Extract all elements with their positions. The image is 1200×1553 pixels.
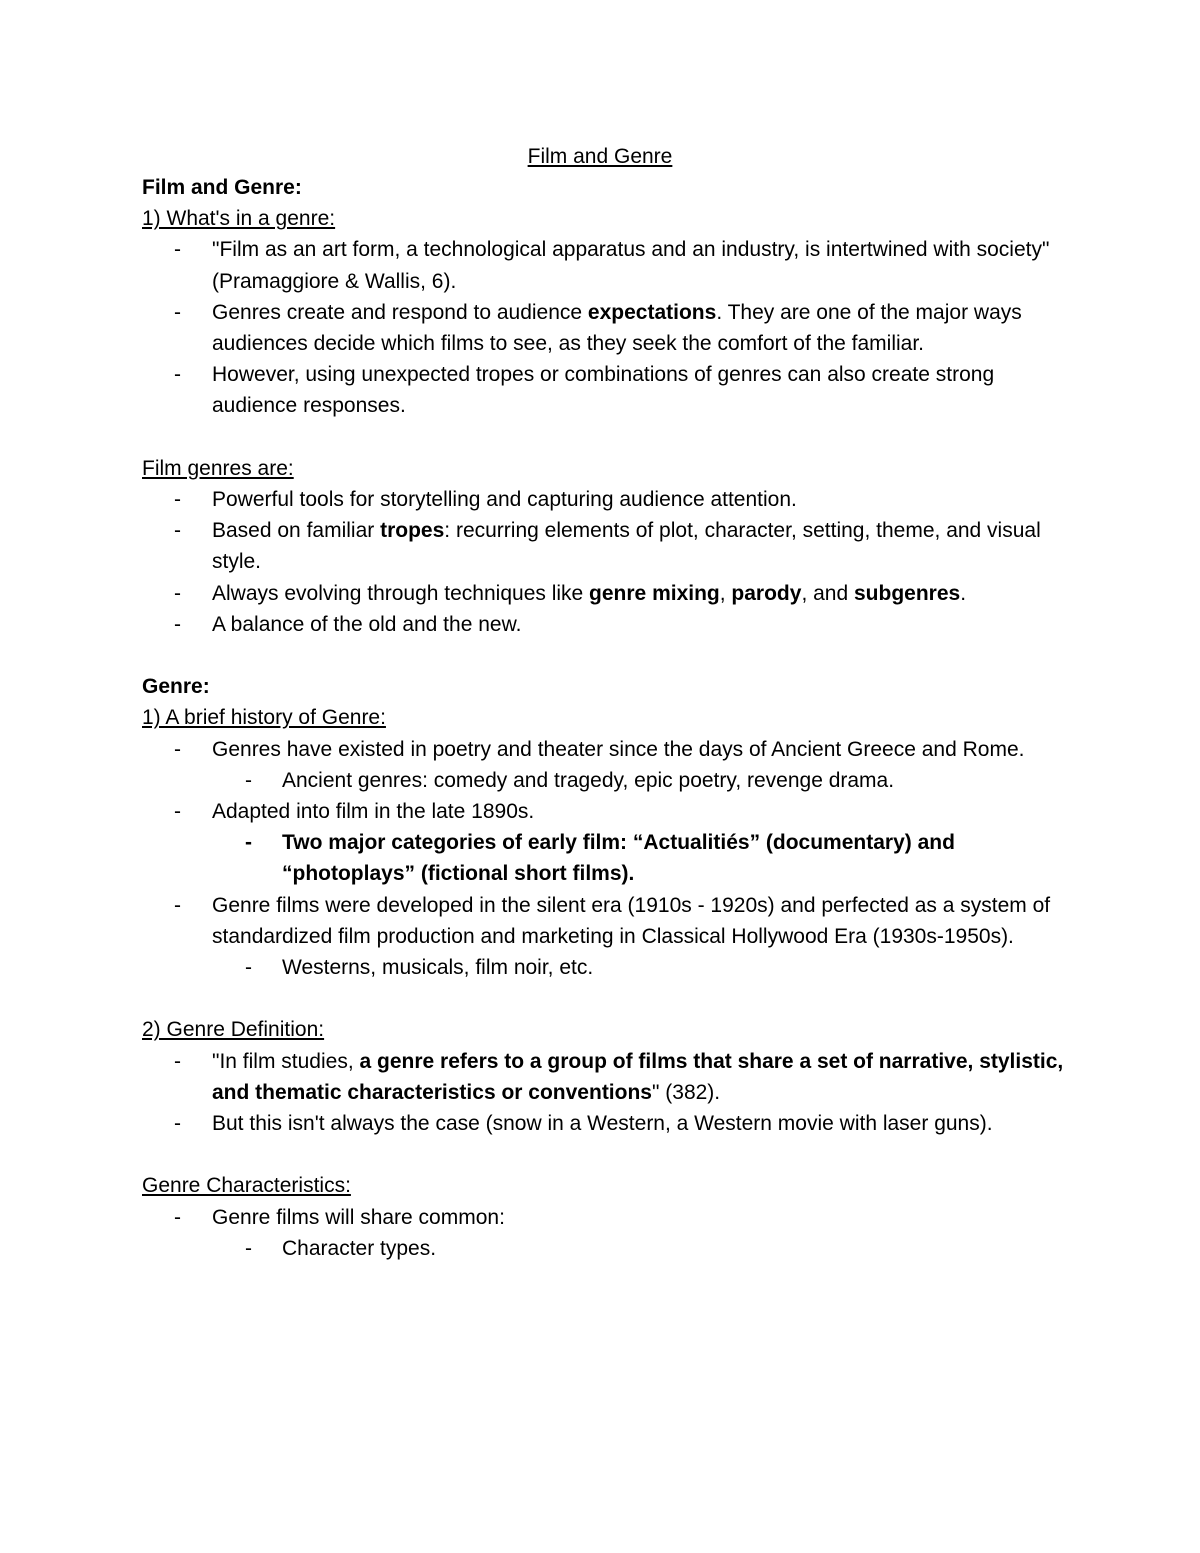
bullet-bold-text: genre mixing — [589, 581, 720, 605]
bullet-bold-text: tropes — [380, 519, 445, 543]
bullet-text: Genre films will share common: — [212, 1205, 505, 1229]
subheading-film-genres-are: Film genres are: — [142, 456, 294, 480]
bullet-dash: - — [174, 238, 181, 262]
bullet-item — [142, 297, 1072, 359]
bullet-item — [142, 234, 1072, 296]
section-heading-genre: Genre: — [142, 675, 210, 699]
bullet-item — [142, 515, 1072, 577]
bullet-bold-text: subgenres — [853, 581, 961, 605]
bullet-bold-text: a genre refers to a group of films that share a set of narrative, stylistic, and thematic characteristics or conventions — [212, 1049, 1064, 1104]
bullet-dash: - — [174, 519, 181, 543]
sub-bullet-item — [142, 827, 1072, 889]
sub-bullet-item — [142, 765, 1072, 796]
bullet-text: Ancient genres: comedy and tragedy, epic poetry, revenge drama. — [282, 768, 895, 792]
bullet-item — [142, 359, 1072, 421]
bullet-item — [142, 609, 1072, 640]
subheading-brief-history: 1) A brief history of Genre: — [142, 706, 386, 730]
bullet-text: Adapted into film in the late 1890s. — [212, 800, 535, 824]
bullet-dash: - — [174, 1049, 181, 1073]
bullet-text: : recurring elements of plot, character, setting, theme, and visual style. — [212, 519, 1041, 574]
bullet-item — [142, 1108, 1072, 1139]
bullet-text: Westerns, musicals, film noir, etc. — [282, 956, 594, 980]
bullet-dash: - — [174, 612, 181, 636]
bullet-dash: - — [174, 1112, 181, 1136]
bullet-text: Powerful tools for storytelling and capturing audience attention. — [212, 488, 797, 512]
document-body — [142, 172, 1072, 1264]
bullet-text: Genres have existed in poetry and theater since the days of Ancient Greece and Rome. — [212, 737, 1025, 761]
bullet-dash: - — [174, 1205, 181, 1229]
bullet-text: Genre films were developed in the silent era (1910s - 1920s) and perfected as a system of standardized film production and marketing in Classical Hollywood Era (1930s-1950s). — [212, 893, 1051, 948]
bullet-dash: - — [174, 488, 181, 512]
subheading-genre-characteristics: Genre Characteristics: — [142, 1174, 351, 1198]
bullet-item — [142, 578, 1072, 609]
bullet-text: , — [719, 581, 732, 605]
bullet-dash: - — [174, 581, 181, 605]
bullet-text: , and — [801, 581, 854, 605]
bullet-dash: - — [245, 768, 252, 792]
section-heading-film-and-genre: Film and Genre: — [142, 176, 302, 199]
subheading-whats-in-a-genre: 1) What's in a genre: — [142, 207, 336, 231]
bullet-dash: - — [174, 800, 181, 824]
bullet-dash: - — [245, 1236, 252, 1260]
bullet-text: "Film as an art form, a technological apparatus and an industry, is intertwined with society" (Pramaggiore & Wallis, 6). — [212, 238, 1050, 293]
bullet-text: Character types. — [282, 1236, 437, 1260]
bullet-text: A balance of the old and the new. — [212, 612, 522, 636]
bullet-text: . — [960, 581, 967, 605]
bullet-bold-text: expectations — [587, 300, 717, 324]
bullet-item — [142, 484, 1072, 515]
bullet-text: "In film studies, — [212, 1049, 360, 1073]
bullet-item — [142, 734, 1072, 765]
bullet-dash: - — [174, 300, 181, 324]
bullet-item — [142, 796, 1072, 827]
bullet-dash: - — [245, 831, 252, 855]
bullet-dash: - — [174, 893, 181, 917]
blank-line — [142, 1139, 1072, 1170]
blank-line — [142, 640, 1072, 671]
sub-bullet-item — [142, 1233, 1072, 1264]
bullet-text: Two major categories of early film: “Actualitiés” (documentary) and “photoplays” (fictional short films). — [282, 831, 955, 886]
bullet-text: " (382). — [651, 1080, 721, 1104]
bullet-dash: - — [174, 363, 181, 387]
bullet-text: But this isn't always the case (snow in a Western, a Western movie with laser guns). — [212, 1112, 993, 1136]
document-title: Film and Genre — [527, 145, 673, 168]
bullet-text: Always evolving through techniques like — [212, 581, 590, 605]
bullet-text: Based on familiar — [212, 519, 381, 543]
blank-line — [142, 983, 1072, 1014]
bullet-dash: - — [174, 737, 181, 761]
bullet-item — [142, 1046, 1072, 1108]
bullet-text: Genres create and respond to audience — [212, 300, 588, 324]
bullet-text: . They are one of the major ways audiences decide which films to see, as they seek the comfort of the familiar. — [212, 300, 1022, 356]
sub-bullet-item — [142, 952, 1072, 983]
bullet-bold-text: parody — [731, 581, 802, 605]
blank-line — [142, 422, 1072, 453]
bullet-text: However, using unexpected tropes or combinations of genres can also create strong audience responses. — [212, 363, 995, 418]
subheading-genre-definition: 2) Genre Definition: — [142, 1018, 325, 1042]
bullet-dash: - — [245, 956, 252, 980]
bullet-item — [142, 1202, 1072, 1233]
bullet-item — [142, 890, 1072, 952]
